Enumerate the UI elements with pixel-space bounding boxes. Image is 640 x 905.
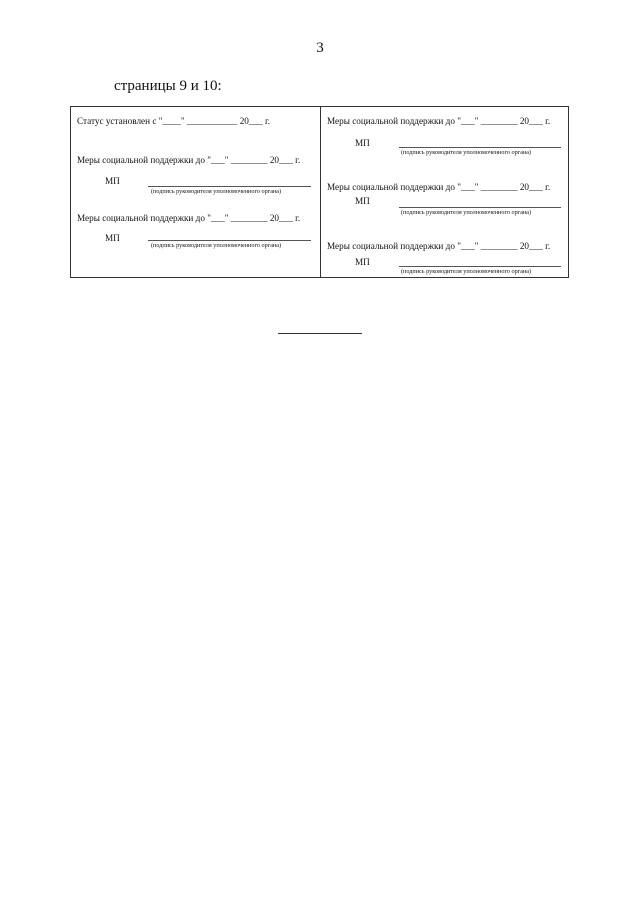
left-signature-caption-1: (подпись руководителя уполномоченного органа)	[151, 188, 282, 195]
right-signature-caption-2: (подпись руководителя уполномоченного органа)	[401, 209, 532, 216]
left-measures-line-1: Меры социальной поддержки до "___" ________ 20___ г.	[77, 155, 301, 165]
left-signature-line-1	[148, 186, 311, 187]
end-of-section-rule	[278, 333, 362, 334]
right-measures-line-2: Меры социальной поддержки до "___" ________ 20___ г.	[327, 182, 551, 192]
left-stamp-label-1: МП	[105, 176, 120, 186]
section-heading: страницы 9 и 10:	[114, 78, 222, 94]
right-measures-line-3: Меры социальной поддержки до "___" ________ 20___ г.	[327, 241, 551, 251]
left-signature-caption-2: (подпись руководителя уполномоченного органа)	[151, 242, 282, 249]
right-signature-line-2	[399, 207, 561, 208]
right-signature-caption-3: (подпись руководителя уполномоченного органа)	[401, 268, 532, 275]
right-signature-line-1	[399, 147, 561, 148]
right-stamp-label-2: МП	[355, 196, 370, 206]
column-divider	[320, 107, 321, 277]
status-form-table	[70, 106, 569, 278]
right-signature-line-3	[399, 266, 561, 267]
right-stamp-label-1: МП	[355, 138, 370, 148]
left-stamp-label-2: МП	[105, 233, 120, 243]
left-measures-line-2: Меры социальной поддержки до "___" ________ 20___ г.	[77, 213, 301, 223]
left-signature-line-2	[148, 240, 311, 241]
right-measures-line-1: Меры социальной поддержки до "___" ________ 20___ г.	[327, 116, 551, 126]
status-established-line: Статус установлен с "____" ___________ 20___ г.	[77, 116, 270, 126]
right-stamp-label-3: МП	[355, 257, 370, 267]
page-number: 3	[316, 40, 324, 56]
right-signature-caption-1: (подпись руководителя уполномоченного органа)	[401, 149, 532, 156]
